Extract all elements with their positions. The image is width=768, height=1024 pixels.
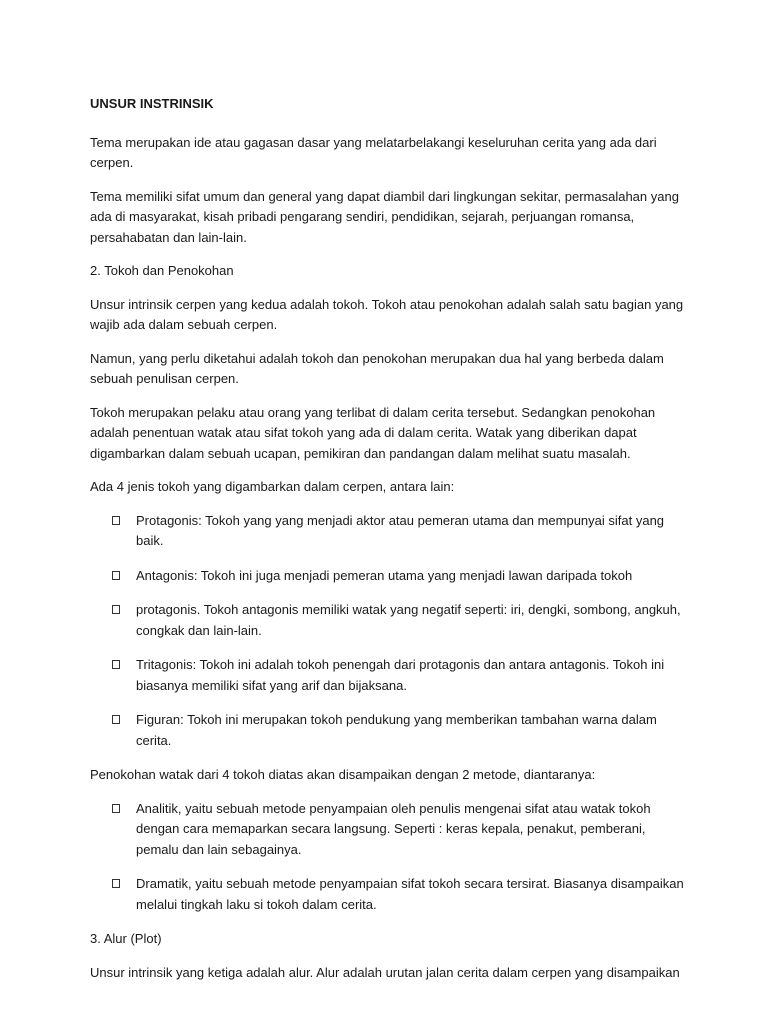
- checkbox-bullet-icon: [112, 804, 120, 813]
- paragraph-metode: Penokohan watak dari 4 tokoh diatas akan disampaikan dengan 2 metode, diantaranya:: [90, 767, 596, 782]
- paragraph-tokoh-3: Tokoh merupakan pelaku atau orang yang terlibat di dalam cerita tersebut. Sedangkan penokohan adalah penentuan watak atau sifat tokoh yang ada di dalam cerita. Watak yang diberikan dapat digambarkan dalam sebuah ucapan, pemikiran dan pandangan dalam melihat suatu masalah.: [90, 404, 656, 461]
- checkbox-bullet-icon: [112, 715, 120, 724]
- heading-alur: 3. Alur (Plot): [90, 931, 162, 946]
- paragraph-tokoh-1: Unsur intrinsik cerpen yang kedua adalah tokoh. Tokoh atau penokohan adalah salah satu bagian yang wajib ada dalam sebuah cerpen.: [90, 296, 684, 332]
- paragraph-tema-1: Tema merupakan ide atau gagasan dasar yang melatarbelakangi keseluruhan cerita yang ada dari cerpen.: [90, 134, 657, 170]
- list-item: Antagonis: Tokoh ini juga menjadi pemeran utama yang menjadi lawan daripada tokoh: [90, 566, 690, 587]
- checkbox-bullet-icon: [112, 605, 120, 614]
- list-item: Figuran: Tokoh ini merupakan tokoh pendukung yang memberikan tambahan warna dalam cerita.: [90, 710, 690, 751]
- checkbox-bullet-icon: [112, 879, 120, 888]
- paragraph-alur: Unsur intrinsik yang ketiga adalah alur. Alur adalah urutan jalan cerita dalam cerpen yang disampaikan: [90, 964, 680, 980]
- heading-tokoh: 2. Tokoh dan Penokohan: [90, 263, 234, 278]
- list-item: Protagonis: Tokoh yang yang menjadi aktor atau pemeran utama dan mempunyai sifat yang baik.: [90, 511, 690, 552]
- checkbox-bullet-icon: [112, 660, 120, 669]
- list-metode: [90, 799, 690, 916]
- checkbox-bullet-icon: [112, 571, 120, 580]
- section-title: UNSUR INSTRINSIK: [90, 96, 214, 111]
- list-item: Analitik, yaitu sebuah metode penyampaian oleh penulis mengenai sifat atau watak tokoh dengan cara memaparkan secara langsung. Seperti : keras kepala, penakut, pemberani, pemalu dan lain sebagainya.: [90, 799, 690, 861]
- checkbox-bullet-icon: [112, 516, 120, 525]
- paragraph-tema-2: Tema memiliki sifat umum dan general yang dapat diambil dari lingkungan sekitar, permasalahan yang ada di masyarakat, kisah pribadi pengarang sendiri, pendidikan, sejarah, perjuangan romansa, persahabatan dan lain-lain.: [90, 188, 679, 245]
- list-item: Tritagonis: Tokoh ini adalah tokoh penengah dari protagonis dan antara antagonis. Tokoh ini biasanya memiliki sifat yang arif dan bijaksana.: [90, 655, 690, 696]
- list-item: protagonis. Tokoh antagonis memiliki watak yang negatif seperti: iri, dengki, sombong, angkuh, congkak dan lain-lain.: [90, 600, 690, 641]
- document-page: [90, 94, 690, 996]
- paragraph-tokoh-2: Namun, yang perlu diketahui adalah tokoh dan penokohan merupakan dua hal yang berbeda dalam sebuah penulisan cerpen.: [90, 350, 664, 386]
- list-jenis-tokoh: [90, 511, 690, 752]
- paragraph-jenis-tokoh: Ada 4 jenis tokoh yang digambarkan dalam cerpen, antara lain:: [90, 479, 455, 494]
- list-item: Dramatik, yaitu sebuah metode penyampaian sifat tokoh secara tersirat. Biasanya disampaikan melalui tingkah laku si tokoh dalam cerita.: [90, 874, 690, 915]
